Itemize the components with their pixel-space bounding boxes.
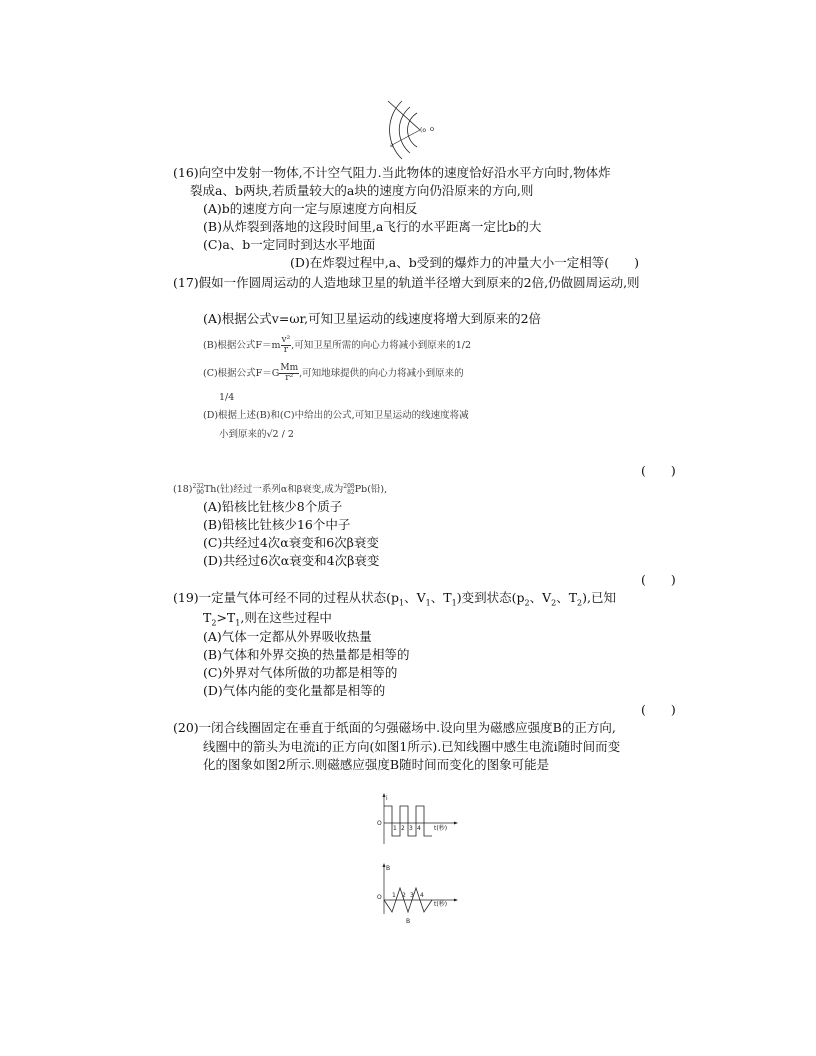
q19-cond-sub1: 1	[235, 618, 241, 628]
q19-stem	[173, 590, 616, 612]
g1-tick-3: 3	[409, 825, 413, 832]
q17-option-a: (A)根据公式v=ωr,可知卫星运动的线速度将增大到原来的2倍	[203, 311, 542, 326]
q17-b-num: v²	[281, 335, 291, 345]
g2-under-label: B	[406, 918, 411, 925]
q19-cond-t: T	[203, 610, 212, 625]
q17-c-num: Mm	[280, 363, 299, 373]
q18-stem-post: Pb(铅),	[354, 484, 388, 495]
q19-option-a: (A)气体一定都从外界吸收热量	[203, 629, 372, 644]
q16-option-a: (A)b的速度方向一定与原速度方向相反	[203, 201, 418, 216]
g2-tick-4: 4	[420, 892, 424, 899]
q18-th-z: 90	[196, 488, 204, 496]
g2-tick-2: 2	[402, 892, 406, 899]
q18-th-mass: 232	[192, 482, 204, 490]
q19-option-b: (B)气体和外界交换的热量都是相等的	[203, 647, 410, 662]
q17-option-b	[203, 336, 471, 356]
g1-axis-i: i	[386, 795, 388, 802]
g1-tick-1: 1	[393, 825, 397, 832]
q18-option-c: (C)共经过4次α衰变和6次β衰变	[203, 535, 379, 550]
q19-mid-v1: 、V	[404, 590, 426, 605]
q19-mid-t2: 、T	[556, 590, 578, 605]
q20-stem-line1: (20)一闭合线圈固定在垂直于纸面的匀强磁场中.设向里为磁感应强度B的正方向,	[173, 720, 616, 735]
q17-c-pre: (C)根据公式F＝G	[203, 368, 280, 379]
q19-sub-t1: 1	[451, 598, 457, 608]
figure-b-t-graph	[370, 862, 460, 926]
q20-stem-line2: 线圈中的箭头为电流i的正方向(如图1所示).已知线圈中感生电流i随时间而变	[203, 739, 621, 754]
q17-stem: (17)假如一作圆周运动的人造地球卫星的轨道半径增大到原来的2倍,仍做圆周运动,则	[173, 275, 640, 290]
q19-mid-t1: 、T	[430, 590, 452, 605]
q19-cond-mid: >T	[216, 610, 236, 625]
g1-axis-t: t(秒)	[434, 825, 448, 832]
q17-option-c	[203, 364, 464, 384]
figure-i-t-graph	[370, 792, 460, 847]
q18-stem-pre: (18)	[173, 484, 193, 495]
q17-b-pre: (B)根据公式F＝m	[203, 340, 281, 351]
q16-option-b: (B)从炸裂到落地的这段时间里,a飞行的水平距离一定比b的大	[203, 219, 542, 234]
q19-option-c: (C)外界对气体所做的功都是相等的	[203, 665, 398, 680]
g1-tick-2: 2	[401, 825, 405, 832]
q18-option-a: (A)铅核比钍核少8个质子	[203, 499, 343, 514]
q19-sub-v2: 2	[551, 598, 557, 608]
g2-tick-3: 3	[410, 892, 414, 899]
q18-pb-mass: 208	[343, 482, 355, 490]
q17-option-d-line1: (D)根据上述(B)和(C)中给出的公式,可知卫星运动的线速度将减	[203, 410, 469, 421]
q17-b-post: ,可知卫星所需的向心力将减小到原来的1/2	[291, 340, 472, 351]
q19-answer-bracket: ( )	[641, 702, 676, 717]
q19-option-d: (D)气体内能的变化量都是相等的	[203, 683, 386, 698]
q19-sub-v1: 1	[425, 598, 431, 608]
g2-origin: O	[377, 894, 382, 901]
q17-c-post: ,可知地球提供的向心力将减小到原来的	[299, 368, 464, 379]
q17-c-den: r²	[285, 373, 294, 383]
q18-answer-bracket: ( )	[641, 572, 676, 587]
g1-tick-4: 4	[417, 825, 421, 832]
q17-answer-bracket: ( )	[641, 463, 676, 478]
q17-b-den: r	[283, 345, 288, 355]
q16-option-d: (D)在炸裂过程中,a、b受到的爆炸力的冲量大小一定相等( )	[290, 255, 639, 270]
q19-mid-v2: 、V	[529, 590, 552, 605]
q16-stem-line2: 裂成a、b两块,若质量较大的a块的速度方向仍沿原来的方向,则	[190, 183, 534, 198]
g2-tick-1: 1	[392, 892, 396, 899]
q18-th-nuclide	[193, 484, 204, 496]
q19-stem-post: ),已知	[582, 590, 616, 605]
q20-stem-line3: 化的图象如图2所示.则磁感应强度B随时间而变化的图象可能是	[203, 757, 550, 772]
q16-option-c: (C)a、b一定同时到达水平地面	[203, 237, 376, 252]
q19-stem-pre: (19)一定量气体可经不同的过程从状态(p	[173, 590, 400, 605]
fig-label-a: a	[390, 142, 394, 149]
q18-pb-z: 82	[347, 488, 355, 496]
q17-b-fraction	[281, 336, 292, 355]
g1-origin: O	[377, 820, 382, 827]
fig-label-o: (o	[420, 127, 427, 134]
q18-stem	[173, 482, 387, 498]
q19-sub-p1: 1	[399, 598, 405, 608]
q16-stem-line1: (16)向空中发射一物体,不计空气阻力.当此物体的速度恰好沿水平方向时,物体炸	[173, 165, 611, 180]
q18-option-d: (D)共经过6次α衰变和4次β衰变	[203, 553, 380, 568]
q18-option-b: (B)铅核比钍核少16个中子	[203, 517, 351, 532]
q18-stem-mid: Th(钍)经过一系列α和β衰变,成为	[203, 484, 344, 495]
q18-pb-nuclide	[343, 484, 354, 496]
q19-sub-t2: 2	[577, 598, 583, 608]
g2-axis-t: t(秒)	[434, 901, 448, 908]
q17-c-tail: 1/4	[219, 392, 235, 403]
q19-sub-p2: 2	[524, 598, 530, 608]
q19-cond-post: ,则在这些过程中	[240, 610, 332, 625]
q17-c-fraction	[279, 364, 299, 383]
q19-cond-sub2: 2	[211, 618, 217, 628]
q19-mid-p2: )变到状态(p	[456, 590, 525, 605]
g2-axis-b: B	[386, 865, 391, 872]
figure-arcs	[380, 95, 450, 165]
q17-option-d-line2: 小到原来的√2 / 2	[219, 429, 294, 440]
